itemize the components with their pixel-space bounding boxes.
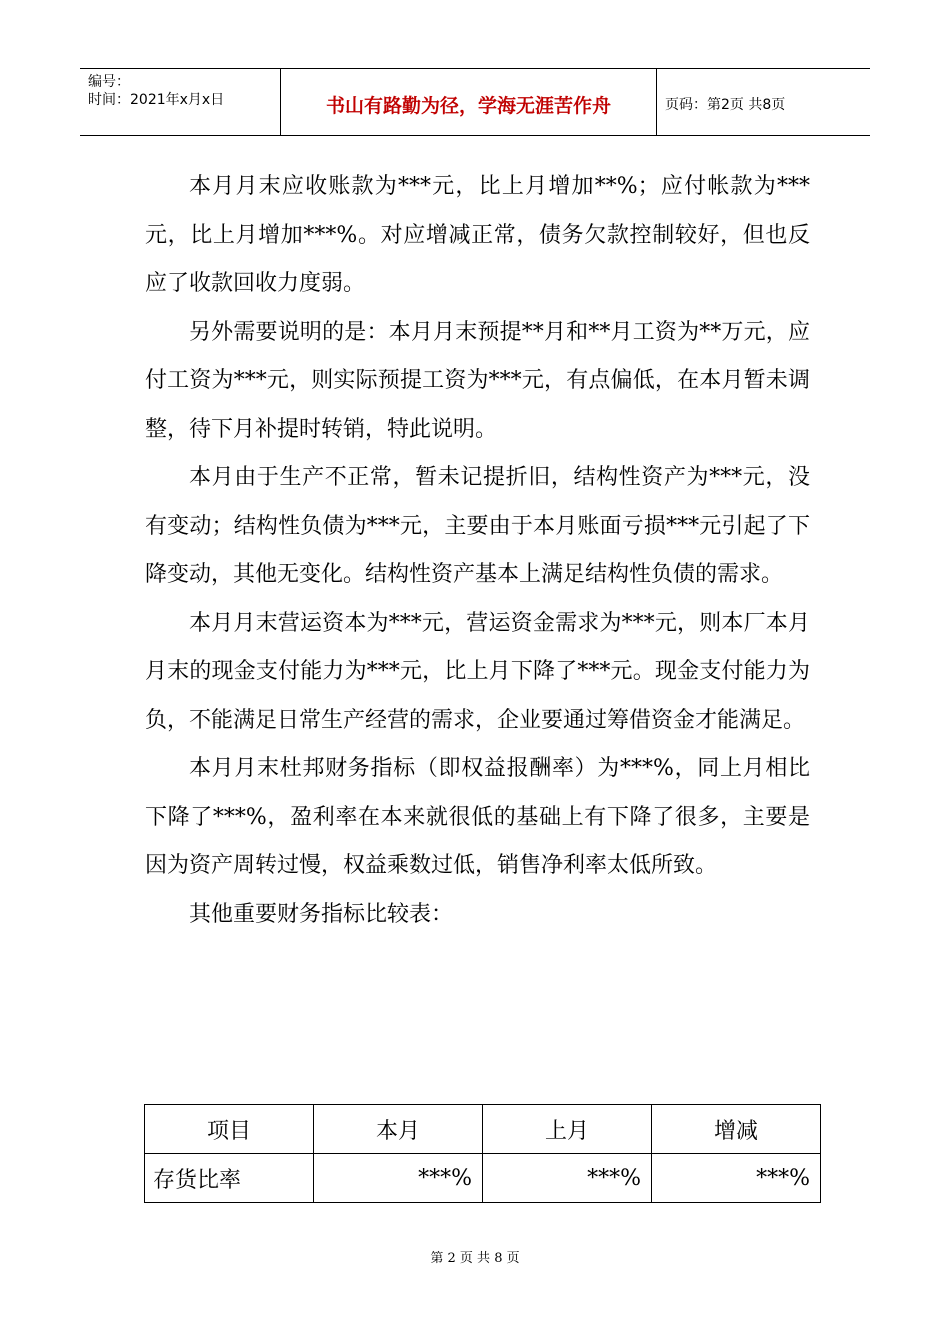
- header-motto: 书山有路勤为径，学海无涯苦作舟: [281, 69, 657, 135]
- paragraph: 另外需要说明的是：本月月末预提**月和**月工资为**万元，应付工资为***元，则实际预提工资为***元，有点偏低，在本月暂未调整，待下月补提时转销，特此说明。: [145, 319, 810, 442]
- paragraph: 本月月末杜邦财务指标（即权益报酬率）为***%，同上月相比下降了***%，盈利率在本来就很低的基础上有下降了很多，主要是因为资产周转过慢，权益乘数过低，销售净利率太低所致。: [145, 756, 810, 878]
- table-cell: ***%: [652, 1154, 821, 1203]
- table-row: [145, 1154, 821, 1203]
- column-header: 上月: [483, 1105, 652, 1154]
- header-meta: [80, 69, 281, 135]
- table-cell: ***%: [483, 1154, 652, 1203]
- page-footer: 第 2 页 共 8 页: [430, 1251, 520, 1266]
- time-label: 时间：2021年x月x日: [88, 92, 225, 108]
- number-label: 编号：: [88, 74, 130, 90]
- paragraph: 本月月末应收账款为***元，比上月增加**%；应付帐款为***元，比上月增加***%。对应增减正常，债务欠款控制较好，但也反应了收款回收力度弱。: [145, 174, 810, 296]
- column-header: 本月: [314, 1105, 483, 1154]
- table-cell: 存货比率: [145, 1154, 314, 1203]
- document-body: [145, 163, 810, 939]
- table-header-row: [145, 1105, 821, 1154]
- paragraph: 本月月末营运资本为***元，营运资金需求为***元，则本厂本月月末的现金支付能力为***元，比上月下降了***元。现金支付能力为负，不能满足日常生产经营的需求，企业要通过筹借资金才能满足。: [145, 610, 810, 733]
- table-caption: 其他重要财务指标比较表：: [189, 901, 454, 927]
- header-page-label: 页码：第2页 共8页: [665, 97, 786, 113]
- column-header: 项目: [145, 1105, 314, 1154]
- column-header: 增减: [652, 1105, 821, 1154]
- document-header: [80, 68, 870, 136]
- financial-indicator-table: [144, 1104, 821, 1203]
- paragraph: 本月由于生产不正常，暂未记提折旧，结构性资产为***元，没有变动；结构性负债为***元，主要由于本月账面亏损***元引起了下降变动，其他无变化。结构性资产基本上满足结构性负债的需求。: [145, 465, 810, 587]
- table-cell: ***%: [314, 1154, 483, 1203]
